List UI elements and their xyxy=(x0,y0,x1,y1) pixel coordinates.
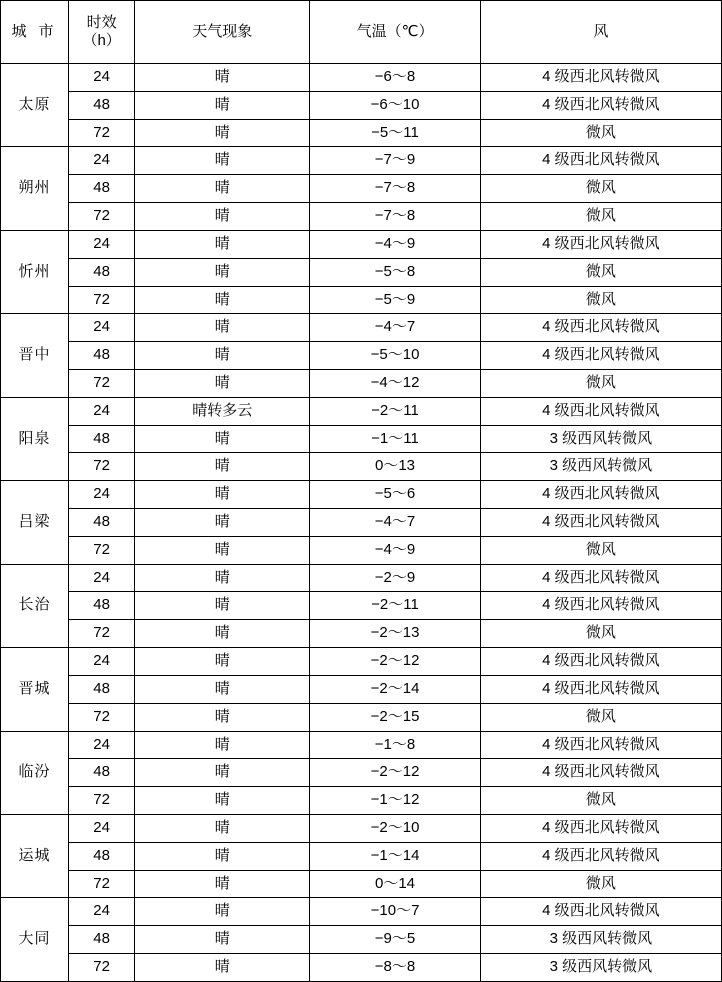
phenomenon-cell: 晴 xyxy=(135,870,310,898)
temperature-cell: −4～7 xyxy=(310,314,480,342)
lead-time-cell: 24 xyxy=(69,397,135,425)
phenomenon-cell: 晴 xyxy=(135,203,310,231)
lead-time-cell: 24 xyxy=(69,564,135,592)
temperature-cell: −2～10 xyxy=(310,814,480,842)
lead-time-cell: 48 xyxy=(69,592,135,620)
temperature-cell: −7～8 xyxy=(310,203,480,231)
city-cell: 忻州 xyxy=(1,230,69,313)
column-header-lead-time-line2: （h） xyxy=(82,32,121,49)
wind-cell: 微风 xyxy=(480,203,721,231)
table-row xyxy=(1,731,722,759)
table-row xyxy=(1,675,722,703)
wind-cell: 4 级西北风转微风 xyxy=(480,648,721,676)
lead-time-cell: 48 xyxy=(69,675,135,703)
wind-cell: 4 级西北风转微风 xyxy=(480,675,721,703)
header-row xyxy=(1,1,722,64)
city-cell: 太原 xyxy=(1,64,69,147)
lead-time-cell: 24 xyxy=(69,147,135,175)
wind-cell: 4 级西北风转微风 xyxy=(480,91,721,119)
temperature-cell: −2～11 xyxy=(310,397,480,425)
phenomenon-cell: 晴 xyxy=(135,675,310,703)
temperature-cell: −7～8 xyxy=(310,175,480,203)
table-row xyxy=(1,592,722,620)
phenomenon-cell: 晴 xyxy=(135,453,310,481)
phenomenon-cell: 晴 xyxy=(135,147,310,175)
phenomenon-cell: 晴 xyxy=(135,91,310,119)
phenomenon-cell: 晴 xyxy=(135,842,310,870)
table-row xyxy=(1,369,722,397)
wind-cell: 4 级西北风转微风 xyxy=(480,842,721,870)
city-cell: 吕梁 xyxy=(1,481,69,564)
temperature-cell: −1～14 xyxy=(310,842,480,870)
temperature-cell: −4～9 xyxy=(310,536,480,564)
table-row xyxy=(1,509,722,537)
temperature-cell: −2～9 xyxy=(310,564,480,592)
wind-cell: 4 级西北风转微风 xyxy=(480,147,721,175)
table-row xyxy=(1,119,722,147)
temperature-cell: −8～8 xyxy=(310,954,480,982)
wind-cell: 微风 xyxy=(480,175,721,203)
wind-cell: 4 级西北风转微风 xyxy=(480,592,721,620)
wind-cell: 4 级西北风转微风 xyxy=(480,64,721,92)
temperature-cell: −2～12 xyxy=(310,759,480,787)
temperature-cell: −5～11 xyxy=(310,119,480,147)
table-row xyxy=(1,230,722,258)
temperature-cell: −2～11 xyxy=(310,592,480,620)
table-row xyxy=(1,620,722,648)
table-row xyxy=(1,314,722,342)
wind-cell: 4 级西北风转微风 xyxy=(480,342,721,370)
temperature-cell: −5～6 xyxy=(310,481,480,509)
wind-cell: 3 级西风转微风 xyxy=(480,926,721,954)
lead-time-cell: 48 xyxy=(69,842,135,870)
column-header-phenomenon: 天气现象 xyxy=(135,1,310,64)
temperature-cell: −1～11 xyxy=(310,425,480,453)
table-row xyxy=(1,397,722,425)
wind-cell: 微风 xyxy=(480,870,721,898)
lead-time-cell: 72 xyxy=(69,703,135,731)
table-row xyxy=(1,147,722,175)
phenomenon-cell: 晴 xyxy=(135,926,310,954)
phenomenon-cell: 晴 xyxy=(135,564,310,592)
temperature-cell: −1～8 xyxy=(310,731,480,759)
wind-cell: 4 级西北风转微风 xyxy=(480,759,721,787)
table-row xyxy=(1,453,722,481)
phenomenon-cell: 晴 xyxy=(135,787,310,815)
phenomenon-cell: 晴 xyxy=(135,536,310,564)
temperature-cell: 0～14 xyxy=(310,870,480,898)
temperature-cell: −4～9 xyxy=(310,230,480,258)
phenomenon-cell: 晴 xyxy=(135,425,310,453)
column-header-lead-time xyxy=(69,1,135,64)
lead-time-cell: 24 xyxy=(69,314,135,342)
phenomenon-cell: 晴 xyxy=(135,509,310,537)
table-row xyxy=(1,564,722,592)
table-row xyxy=(1,481,722,509)
table-row xyxy=(1,759,722,787)
lead-time-cell: 48 xyxy=(69,91,135,119)
city-cell: 晋中 xyxy=(1,314,69,397)
phenomenon-cell: 晴 xyxy=(135,731,310,759)
lead-time-cell: 72 xyxy=(69,954,135,982)
column-header-wind: 风 xyxy=(480,1,721,64)
lead-time-cell: 72 xyxy=(69,369,135,397)
temperature-cell: −5～8 xyxy=(310,258,480,286)
wind-cell: 4 级西北风转微风 xyxy=(480,481,721,509)
temperature-cell: −2～13 xyxy=(310,620,480,648)
wind-cell: 微风 xyxy=(480,119,721,147)
city-cell: 长治 xyxy=(1,564,69,647)
phenomenon-cell: 晴 xyxy=(135,648,310,676)
temperature-cell: −4～12 xyxy=(310,369,480,397)
table-row xyxy=(1,258,722,286)
phenomenon-cell: 晴 xyxy=(135,119,310,147)
wind-cell: 微风 xyxy=(480,258,721,286)
lead-time-cell: 48 xyxy=(69,509,135,537)
lead-time-cell: 24 xyxy=(69,731,135,759)
table-row xyxy=(1,342,722,370)
wind-cell: 4 级西北风转微风 xyxy=(480,314,721,342)
table-row xyxy=(1,425,722,453)
wind-cell: 4 级西北风转微风 xyxy=(480,397,721,425)
city-cell: 朔州 xyxy=(1,147,69,230)
phenomenon-cell: 晴 xyxy=(135,175,310,203)
wind-cell: 微风 xyxy=(480,703,721,731)
temperature-cell: −2～12 xyxy=(310,648,480,676)
table-row xyxy=(1,286,722,314)
temperature-cell: −9～5 xyxy=(310,926,480,954)
city-cell: 临汾 xyxy=(1,731,69,814)
city-cell: 大同 xyxy=(1,898,69,982)
lead-time-cell: 24 xyxy=(69,64,135,92)
lead-time-cell: 24 xyxy=(69,814,135,842)
lead-time-cell: 48 xyxy=(69,175,135,203)
wind-cell: 4 级西北风转微风 xyxy=(480,898,721,926)
temperature-cell: −7～9 xyxy=(310,147,480,175)
lead-time-cell: 24 xyxy=(69,481,135,509)
table-row xyxy=(1,64,722,92)
temperature-cell: 0～13 xyxy=(310,453,480,481)
wind-cell: 4 级西北风转微风 xyxy=(480,509,721,537)
phenomenon-cell: 晴 xyxy=(135,898,310,926)
lead-time-cell: 24 xyxy=(69,648,135,676)
wind-cell: 微风 xyxy=(480,369,721,397)
table-row xyxy=(1,648,722,676)
table-row xyxy=(1,203,722,231)
phenomenon-cell: 晴 xyxy=(135,369,310,397)
phenomenon-cell: 晴 xyxy=(135,342,310,370)
lead-time-cell: 48 xyxy=(69,258,135,286)
phenomenon-cell: 晴 xyxy=(135,258,310,286)
phenomenon-cell: 晴转多云 xyxy=(135,397,310,425)
temperature-cell: −5～10 xyxy=(310,342,480,370)
table-header xyxy=(1,1,722,64)
table-row xyxy=(1,898,722,926)
column-header-city: 城 市 xyxy=(1,1,69,64)
temperature-cell: −6～8 xyxy=(310,64,480,92)
wind-cell: 3 级西风转微风 xyxy=(480,954,721,982)
lead-time-cell: 24 xyxy=(69,898,135,926)
table-row xyxy=(1,536,722,564)
wind-cell: 微风 xyxy=(480,620,721,648)
lead-time-cell: 72 xyxy=(69,536,135,564)
phenomenon-cell: 晴 xyxy=(135,703,310,731)
lead-time-cell: 72 xyxy=(69,870,135,898)
column-header-lead-time-line1: 时效 xyxy=(86,14,117,31)
wind-cell: 微风 xyxy=(480,286,721,314)
wind-cell: 微风 xyxy=(480,787,721,815)
phenomenon-cell: 晴 xyxy=(135,954,310,982)
phenomenon-cell: 晴 xyxy=(135,620,310,648)
wind-cell: 4 级西北风转微风 xyxy=(480,731,721,759)
city-cell: 阳泉 xyxy=(1,397,69,480)
wind-cell: 3 级西风转微风 xyxy=(480,453,721,481)
temperature-cell: −10～7 xyxy=(310,898,480,926)
table-row xyxy=(1,926,722,954)
temperature-cell: −1～12 xyxy=(310,787,480,815)
table-row xyxy=(1,175,722,203)
temperature-cell: −2～14 xyxy=(310,675,480,703)
phenomenon-cell: 晴 xyxy=(135,230,310,258)
phenomenon-cell: 晴 xyxy=(135,592,310,620)
lead-time-cell: 72 xyxy=(69,286,135,314)
lead-time-cell: 72 xyxy=(69,620,135,648)
temperature-cell: −4～7 xyxy=(310,509,480,537)
lead-time-cell: 48 xyxy=(69,425,135,453)
city-cell: 晋城 xyxy=(1,648,69,731)
phenomenon-cell: 晴 xyxy=(135,481,310,509)
table-row xyxy=(1,703,722,731)
table-row xyxy=(1,787,722,815)
wind-cell: 微风 xyxy=(480,536,721,564)
phenomenon-cell: 晴 xyxy=(135,286,310,314)
table-row xyxy=(1,91,722,119)
phenomenon-cell: 晴 xyxy=(135,314,310,342)
column-header-temperature: 气温（℃） xyxy=(310,1,480,64)
lead-time-cell: 72 xyxy=(69,119,135,147)
lead-time-cell: 72 xyxy=(69,453,135,481)
lead-time-cell: 48 xyxy=(69,342,135,370)
table-row xyxy=(1,870,722,898)
table-row xyxy=(1,842,722,870)
city-cell: 运城 xyxy=(1,814,69,897)
wind-cell: 4 级西北风转微风 xyxy=(480,564,721,592)
table-row xyxy=(1,814,722,842)
phenomenon-cell: 晴 xyxy=(135,759,310,787)
lead-time-cell: 72 xyxy=(69,203,135,231)
wind-cell: 4 级西北风转微风 xyxy=(480,230,721,258)
phenomenon-cell: 晴 xyxy=(135,814,310,842)
temperature-cell: −6～10 xyxy=(310,91,480,119)
table-body xyxy=(1,64,722,982)
wind-cell: 3 级西风转微风 xyxy=(480,425,721,453)
lead-time-cell: 48 xyxy=(69,759,135,787)
temperature-cell: −5～9 xyxy=(310,286,480,314)
wind-cell: 4 级西北风转微风 xyxy=(480,814,721,842)
lead-time-cell: 24 xyxy=(69,230,135,258)
table-row xyxy=(1,954,722,982)
phenomenon-cell: 晴 xyxy=(135,64,310,92)
lead-time-cell: 48 xyxy=(69,926,135,954)
lead-time-cell: 72 xyxy=(69,787,135,815)
temperature-cell: −2～15 xyxy=(310,703,480,731)
